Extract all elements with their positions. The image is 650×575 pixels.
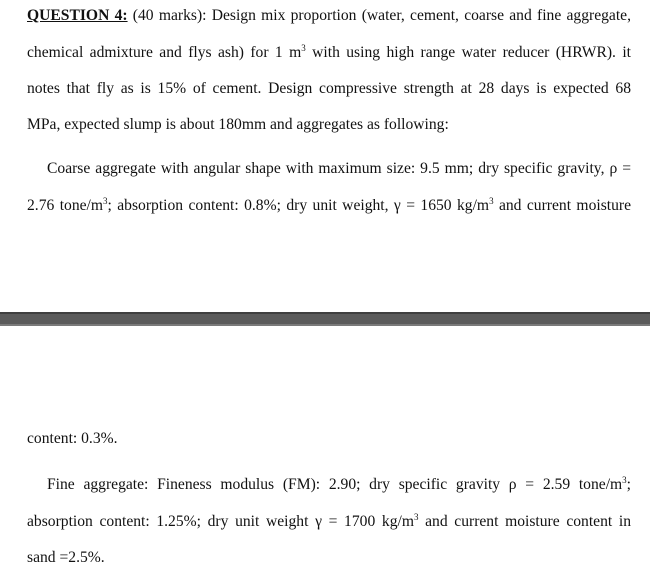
fine-aggregate-line-1: [47, 476, 631, 494]
coarse-aggregate-line-1: Coarse aggregate with angular shape with maximum size: 9.5 mm; dry specific gravity, ρ =: [47, 160, 631, 177]
question-line-2: [27, 44, 631, 62]
fine-line-2-text-b: and current moisture content in: [418, 513, 631, 530]
coarse-aggregate-line-2: [27, 197, 631, 215]
cubic-superscript: 3: [489, 196, 494, 206]
question-label: QUESTION 4:: [27, 7, 128, 24]
coarse-line-2-text-b: ; absorption content: 0.8%; dry unit weight, γ = 1650 kg/m: [107, 197, 490, 214]
coarse-aggregate-line-3: content: 0.3%.: [27, 430, 118, 447]
document-page-bottom: [0, 326, 650, 575]
fine-aggregate-line-2: [27, 513, 631, 531]
fine-line-1-text-b: ;: [626, 476, 631, 493]
fine-line-2-text-a: absorption content: 1.25%; dry unit weight γ = 1700 kg/m: [27, 513, 414, 530]
page-break-divider: [0, 312, 650, 326]
question-line-1: [27, 7, 631, 25]
question-line-2-text-a: chemical admixture and flys ash) for 1 m: [27, 44, 302, 61]
question-line-4: MPa, expected slump is about 180mm and aggregates as following:: [27, 116, 449, 133]
cubic-superscript: 3: [301, 43, 306, 53]
fine-aggregate-line-3: sand =2.5%.: [27, 549, 105, 566]
coarse-line-2-text-c: and current moisture: [493, 197, 632, 214]
cubic-superscript: 3: [103, 196, 108, 206]
question-line-2-text-b: with using high range water reducer (HRWR). it: [305, 44, 632, 61]
fine-line-1-text-a: Fine aggregate: Fineness modulus (FM): 2.90; dry specific gravity ρ = 2.59 tone/m: [47, 476, 623, 493]
cubic-superscript: 3: [622, 475, 627, 485]
question-line-3: notes that fly as is 15% of cement. Design compressive strength at 28 days is expected 68: [27, 80, 631, 97]
question-marks-text: (40 marks): Design mix proportion (water, cement, coarse and fine aggregate,: [127, 7, 631, 24]
page-break-top-edge: [0, 312, 650, 314]
coarse-line-2-text-a: 2.76 tone/m: [27, 197, 104, 214]
cubic-superscript: 3: [413, 512, 419, 522]
